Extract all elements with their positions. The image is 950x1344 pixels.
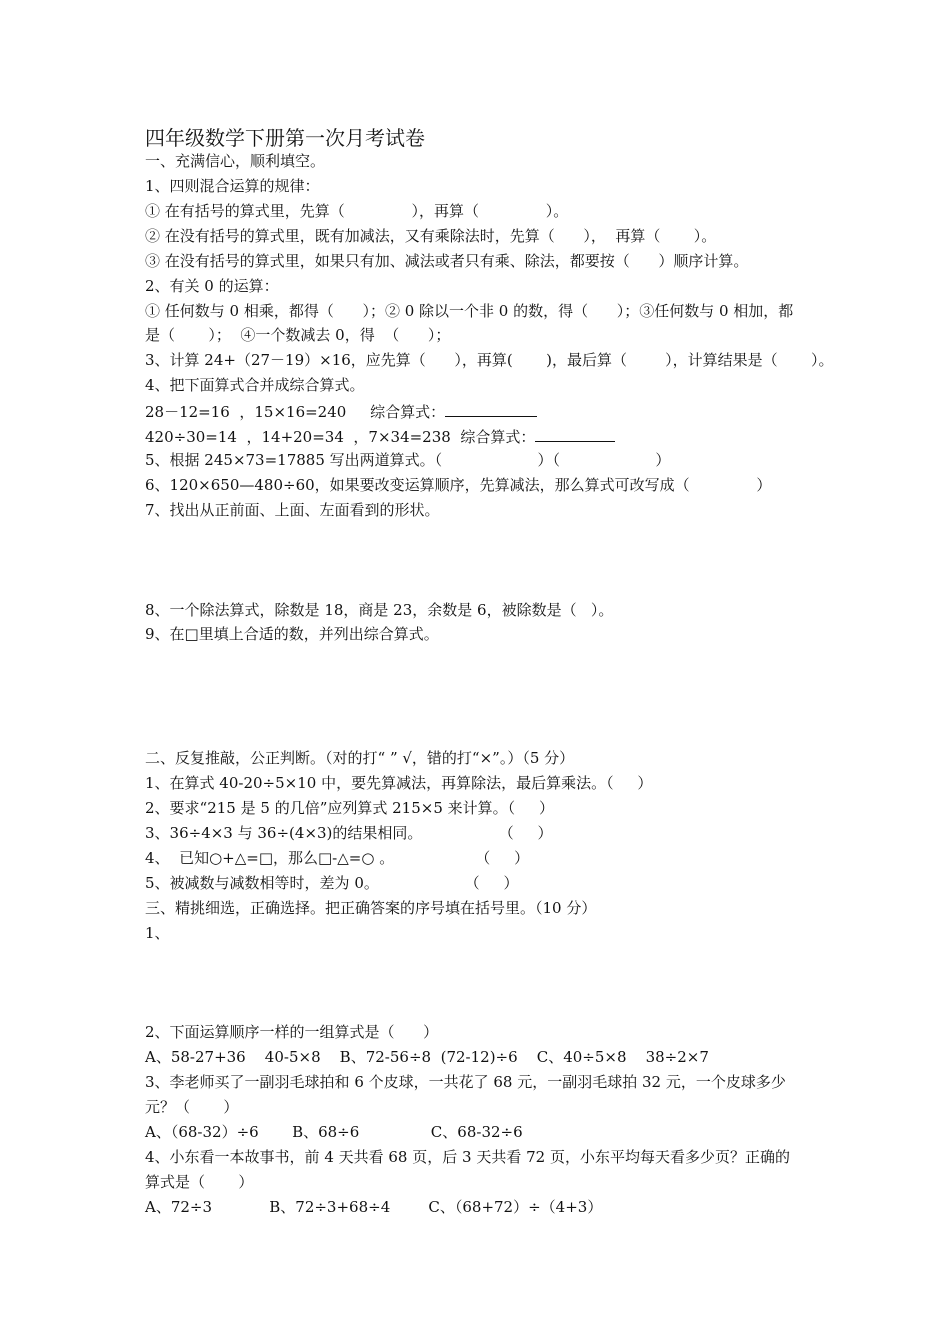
answer-blank-4b[interactable] [535,425,615,442]
exam-title: 四年级数学下册第一次月考试卷 [145,126,425,150]
question-7: 7、找出从正前面、上面、左面看到的形状。 [145,501,440,519]
choice-3: 3、李老师买了一副羽毛球拍和 6 个皮球，一共花了 68 元，一副羽毛球拍 32 元，一个皮球多少 [145,1073,786,1091]
choice-3-options: A、（68-32）÷6 B、68÷6 C、68-32÷6 [145,1123,523,1141]
judge-3: 3、36÷4×3 与 36÷(4×3)的结果相同。 （ ） [145,824,553,842]
choice-2-options: A、58-27+36 40-5×8 B、72-56÷8 (72-12)÷6 C、40÷5×8 38÷2×7 [145,1048,709,1066]
judge-2: 2、要求“215 是 5 的几倍”应列算式 215×5 来计算。（ ） [145,799,554,817]
question-4a-text: 28－12=16 ，15×16=240 综合算式： [145,403,446,421]
judge-4: 4、 已知○+△=□，那么□-△=○ 。 （ ） [145,849,530,867]
question-9: 9、在□里填上合适的数，并列出综合算式。 [145,625,439,643]
section1-heading: 一、充满信心，顺利填空。 [145,152,326,170]
question-6: 6、120×650—480÷60，如果要改变运算顺序，先算减法，那么算式可改写成（ ） [145,476,772,494]
question-1a: ① 在有括号的算式里，先算（ ），再算（ ）。 [145,202,569,220]
judge-5: 5、被减数与减数相等时，差为 0。 （ ） [145,874,519,892]
question-2a: ① 任何数与 0 相乘，都得（ ）；② 0 除以一个非 0 的数，得（ ）；③任何数与 0 相加，都 [145,302,794,320]
question-3: 3、计算 24+（27－19）×16，应先算（ ），再算( )，最后算（ ），计算结果是（ ）。 [145,351,834,369]
choice-1: 1、 [145,924,170,942]
choice-3-cont: 元？（ ） [145,1098,239,1116]
question-1: 1、四则混合运算的规律： [145,177,320,195]
question-1b: ② 在没有括号的算式里，既有加减法，又有乘除法时，先算（ ）， 再算（ ）。 [145,227,717,245]
question-2: 2、有关 0 的运算： [145,277,279,295]
section3-heading: 三、精挑细选，正确选择。把正确答案的序号填在括号里。（10 分） [145,899,597,917]
question-4b-text: 420÷30=14 ，14+20=34 ，7×34=238 综合算式： [145,428,536,446]
question-4: 4、把下面算式合并成综合算式。 [145,376,365,394]
question-2b: 是（ ）； ④一个数减去 0，得 （ ）； [145,326,451,344]
question-4a [145,400,825,422]
judge-1: 1、在算式 40-20÷5×10 中，要先算减法，再算除法，最后算乘法。（ ） [145,774,653,792]
choice-4-cont: 算式是（ ） [145,1173,254,1191]
question-4b [145,425,825,447]
question-5: 5、根据 245×73=17885 写出两道算式。（ ）（ ） [145,451,671,469]
question-8: 8、一个除法算式，除数是 18，商是 23，余数是 6，被除数是（ ）。 [145,601,614,619]
answer-blank-4a[interactable] [445,400,537,417]
choice-4: 4、小东看一本故事书，前 4 天共看 68 页，后 3 天共看 72 页，小东平均每天看多少页？正确的 [145,1148,790,1166]
question-1c: ③ 在没有括号的算式里，如果只有加、减法或者只有乘、除法，都要按（ ）顺序计算。 [145,252,749,270]
choice-2: 2、下面运算顺序一样的一组算式是（ ） [145,1023,439,1041]
section2-heading: 二、反复推敲，公正判断。（对的打“ ” √，错的打“×”。）（5 分） [145,749,575,767]
choice-4-options: A、72÷3 B、72÷3+68÷4 C、（68+72）÷（4+3） [145,1198,603,1216]
